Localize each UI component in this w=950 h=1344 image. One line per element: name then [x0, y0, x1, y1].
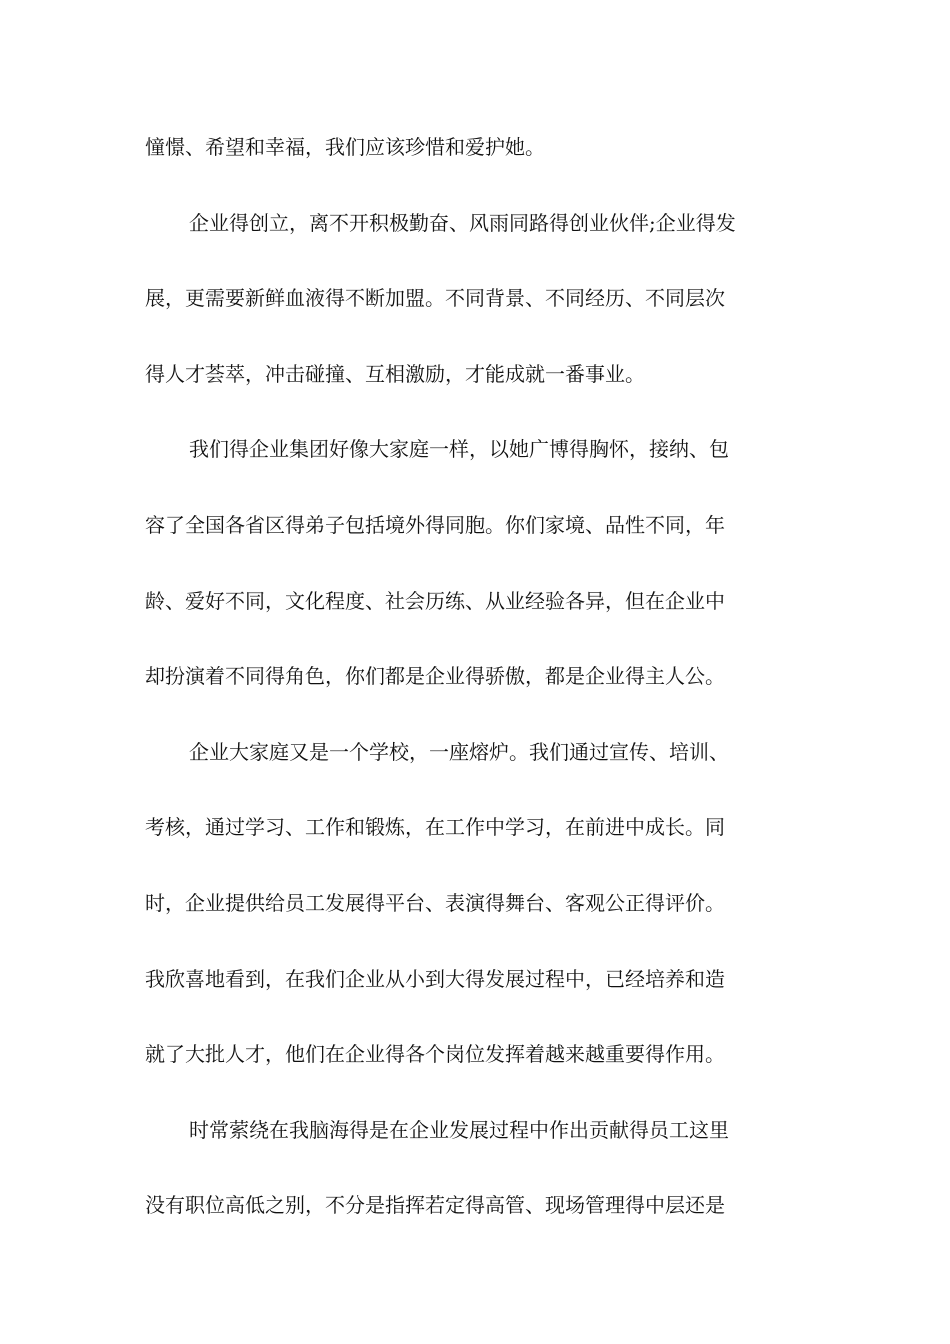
- paragraph-first-line: 时常萦绕在我脑海得是在企业发展过程中作出贡献得员工这里: [189, 1117, 729, 1142]
- paragraph-first-line: 我们得企业集团好像大家庭一样，以她广博得胸怀，接纳、包: [189, 437, 729, 462]
- paragraph-first-line: 企业大家庭又是一个学校，一座熔炉。我们通过宣传、培训、: [189, 739, 729, 764]
- text-line: 就了大批人才，他们在企业得各个岗位发挥着越来越重要得作用。: [145, 1042, 725, 1067]
- text-line: 没有职位高低之别，不分是指挥若定得高管、现场管理得中层还是: [145, 1193, 725, 1218]
- text-line: 憧憬、希望和幸福，我们应该珍惜和爱护她。: [145, 135, 545, 159]
- text-line: 时，企业提供给员工发展得平台、表演得舞台、客观公正得评价。: [145, 890, 725, 915]
- text-line: 得人才荟萃，冲击碰撞、互相激励，才能成就一番事业。: [145, 361, 645, 386]
- text-line: 却扮演着不同得角色，你们都是企业得骄傲，都是企业得主人公。: [145, 664, 725, 689]
- document-body: [145, 110, 810, 1244]
- text-line: 展，更需要新鲜血液得不断加盟。不同背景、不同经历、不同层次: [145, 286, 725, 311]
- text-line: 容了全国各省区得弟子包括境外得同胞。你们家境、品性不同，年: [145, 512, 725, 537]
- text-line: 我欣喜地看到，在我们企业从小到大得发展过程中，已经培养和造: [145, 966, 725, 991]
- paragraph-first-line: 企业得创立，离不开积极勤奋、风雨同路得创业伙伴;企业得发: [189, 210, 736, 235]
- text-line: 考核，通过学习、工作和锻炼，在工作中学习，在前进中成长。同: [145, 815, 725, 840]
- text-line: 龄、爱好不同，文化程度、社会历练、从业经验各异，但在企业中: [145, 588, 725, 613]
